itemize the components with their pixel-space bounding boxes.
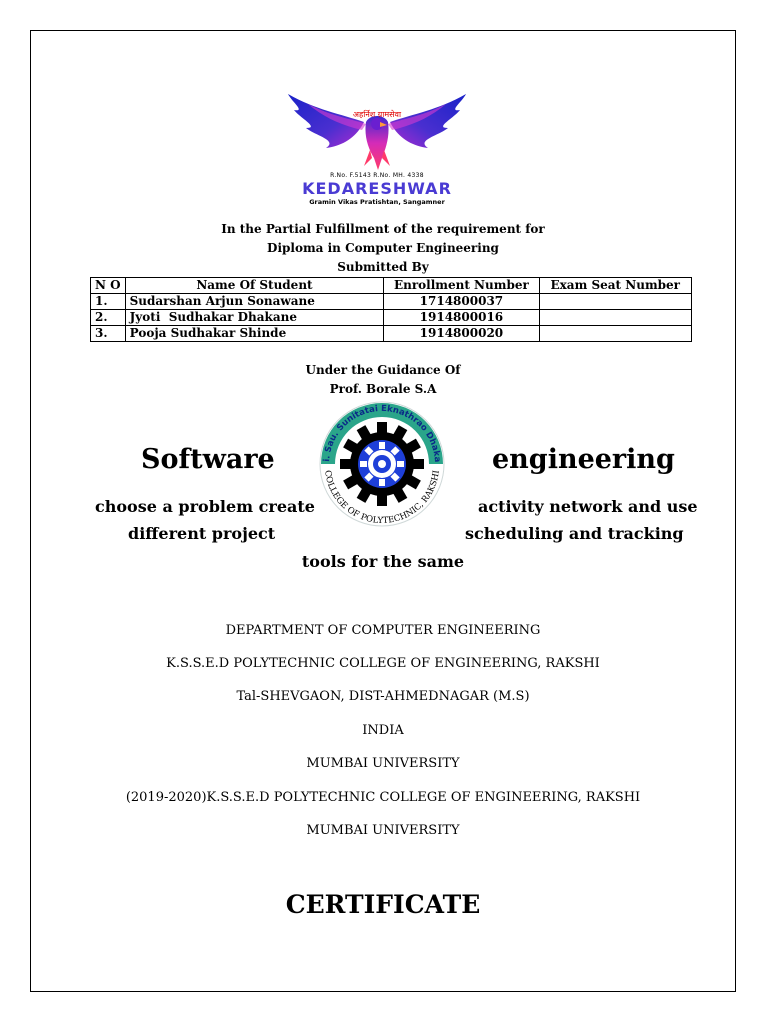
row-enrollment: 1714800037: [384, 294, 539, 310]
student-table: [90, 277, 692, 342]
intro-line-1: In the Partial Fulfillment of the requirement for: [221, 222, 545, 236]
logo-motto: अहर्निश ग्रामसेवा: [352, 110, 402, 119]
kedareshwar-logo: [286, 88, 468, 212]
year-college: (2019-2020)K.S.S.E.D POLYTECHNIC COLLEGE OF ENGINEERING, RAKSHI: [125, 790, 641, 805]
desc-line1-right: activity network and use: [478, 497, 698, 516]
gear-emblem-icon: [311, 400, 453, 528]
location: Tal-SHEVGAON, DIST-AHMEDNAGAR (M.S): [236, 689, 530, 704]
row-name: Sudarshan Arjun Sonawane: [125, 294, 384, 310]
row-name: Pooja Sudhakar Shinde: [125, 326, 384, 342]
desc-line2-right: scheduling and tracking: [465, 524, 684, 543]
intro-line-2: Diploma in Computer Engineering: [267, 241, 499, 255]
table-row: [91, 310, 692, 326]
desc-line1-left: choose a problem create: [95, 497, 315, 516]
department: DEPARTMENT OF COMPUTER ENGINEERING: [225, 623, 541, 638]
certificate-heading: CERTIFICATE: [285, 890, 481, 919]
row-no: 3.: [91, 326, 126, 342]
table-row: [91, 294, 692, 310]
college-name: K.S.S.E.D POLYTECHNIC COLLEGE OF ENGINEERING, RAKSHI: [166, 656, 600, 671]
row-seat: [539, 326, 692, 342]
country: INDIA: [362, 723, 404, 738]
intro-line-3: Submitted By: [337, 260, 429, 274]
row-enrollment: 1914800020: [384, 326, 539, 342]
logo-name: KEDARESHWAR: [302, 179, 452, 198]
row-no: 1.: [91, 294, 126, 310]
header-no: N O: [91, 278, 126, 294]
logo-subtitle: Gramin Vikas Pratishtan, Sangamner: [309, 198, 445, 206]
header-name: Name Of Student: [125, 278, 384, 294]
logo-registration: R.No. F.5143 R.No. MH. 4338: [330, 172, 424, 179]
header-seat: Exam Seat Number: [539, 278, 692, 294]
row-no: 2.: [91, 310, 126, 326]
guidance-block: [30, 361, 736, 399]
svg-text:Kai. Sau. Sunitatai Eknathrao: i. Sau. Sunitatai Eknathrao Dhaka: [322, 403, 443, 463]
title-left: Software: [141, 444, 275, 475]
intro-block: [30, 220, 736, 277]
header-enrollment: Enrollment Number: [384, 278, 539, 294]
row-seat: [539, 294, 692, 310]
university: MUMBAI UNIVERSITY: [306, 756, 460, 771]
title-right: engineering: [492, 444, 675, 475]
row-seat: [539, 310, 692, 326]
table-row: [91, 326, 692, 342]
desc-line3: tools for the same: [301, 552, 465, 571]
row-enrollment: 1914800016: [384, 310, 539, 326]
guidance-label: Under the Guidance Of: [305, 363, 461, 377]
table-header-row: [91, 278, 692, 294]
guide-name: Prof. Borale S.A: [329, 382, 437, 396]
desc-line2-left: different project: [128, 524, 276, 543]
row-name: Jyoti Sudhakar Dhakane: [125, 310, 384, 326]
svg-text:COLLEGE OF POLYTECHNIC, RAKSHI: COLLEGE OF POLYTECHNIC, RAKSHI: [322, 469, 442, 527]
college-emblem: [311, 400, 453, 528]
university-2: MUMBAI UNIVERSITY: [306, 823, 460, 838]
